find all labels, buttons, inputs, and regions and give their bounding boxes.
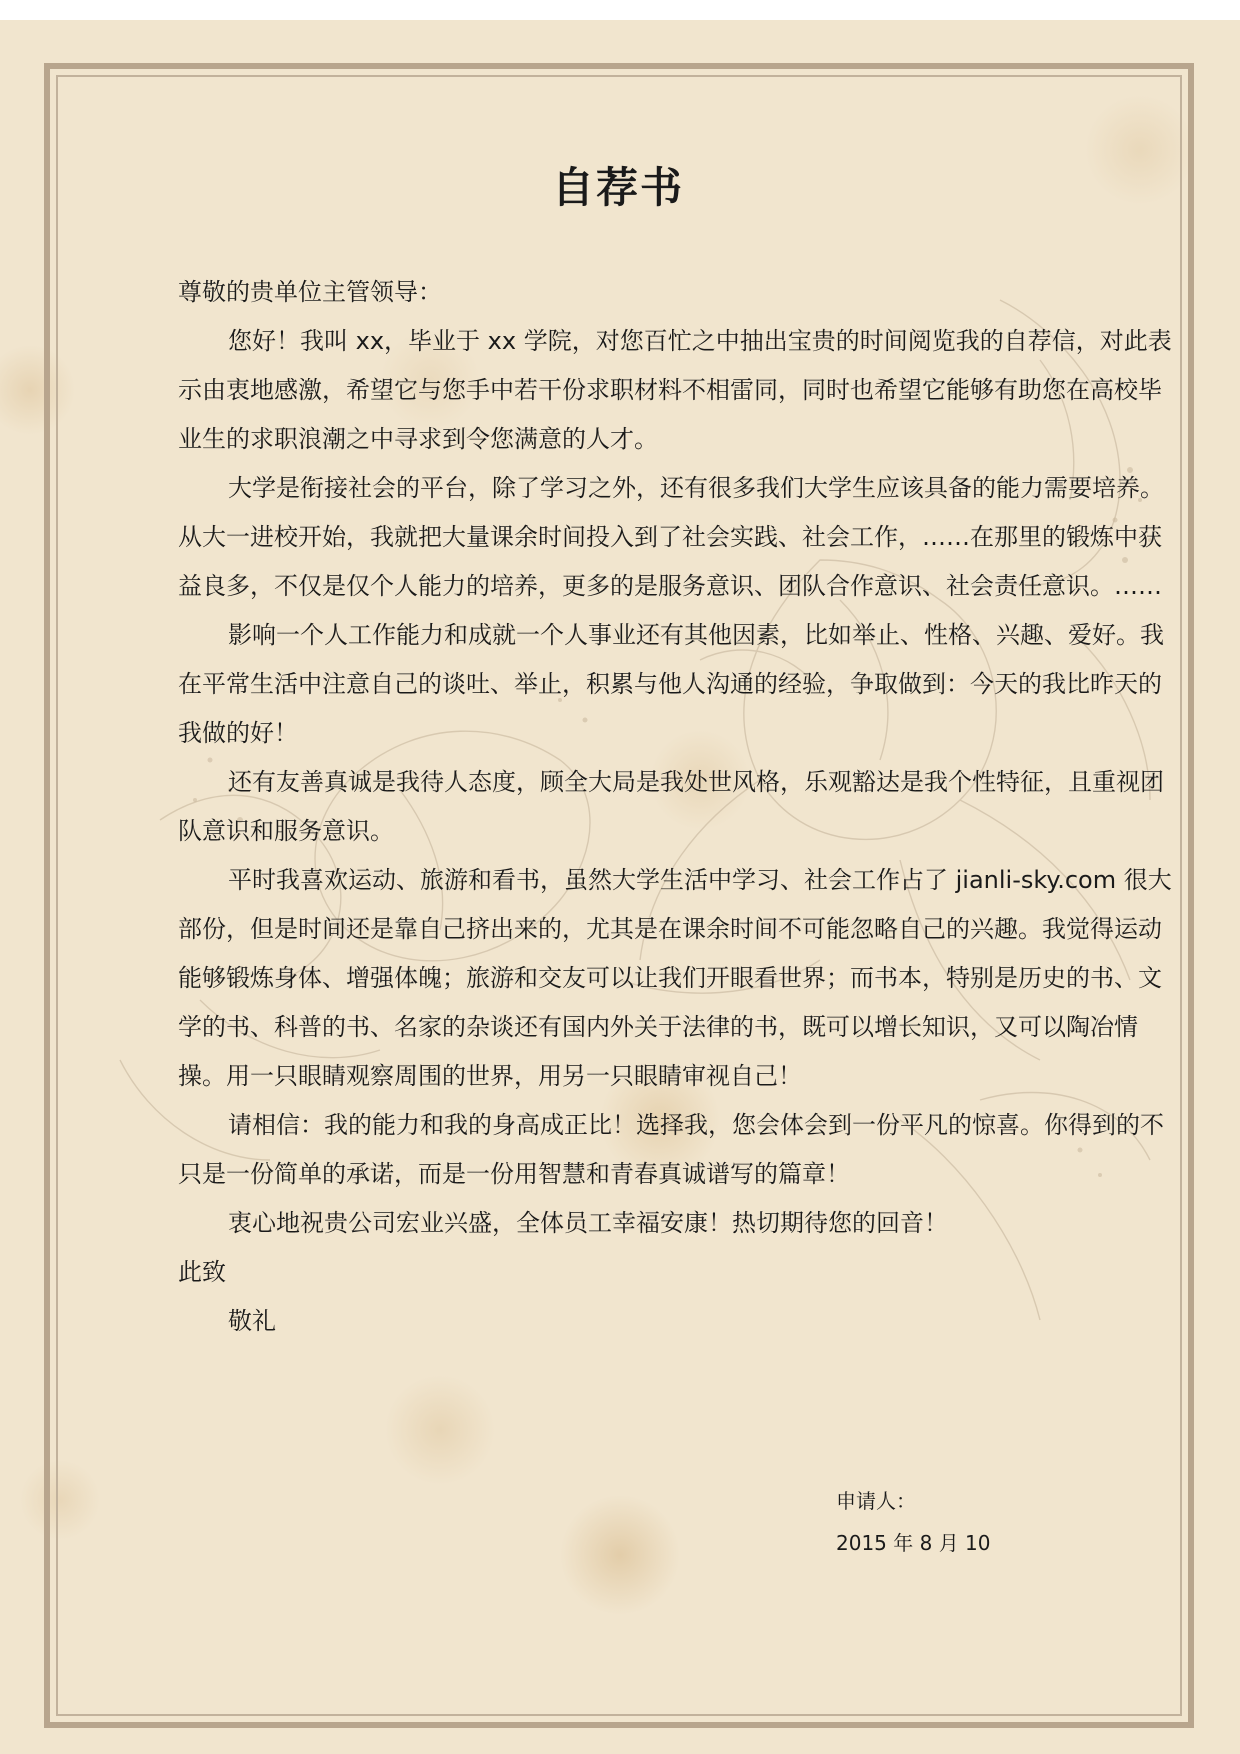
applicant-label: 申请人： — [836, 1489, 916, 1513]
paragraph-7: 衷心地祝贵公司宏业兴盛，全体员工幸福安康！热切期待您的回音！ — [228, 1209, 948, 1237]
page-title: 自荐书 — [551, 163, 684, 212]
salute-line: 敬礼 — [228, 1307, 276, 1335]
letter-body — [178, 268, 1174, 1346]
paragraph-5: 平时我喜欢运动、旅游和看书，虽然大学生活中学习、社会工作占了 jianli-sky.com 很大部份，但是时间还是靠自己挤出来的，尤其是在课余时间不可能忽略自己的兴趣。我觉得运动能够锻炼身体、增强体魄；旅游和交友可以让我们开眼看世界；而书本，特别是历史的书、文学的书、科普的书、名家的杂谈还有国内外关于法律的书，既可以增长知识，又可以陶冶情操。用一只眼睛观察周围的世界，用另一只眼睛审视自己！ — [178, 866, 1172, 1090]
paragraph-1: 您好！我叫 xx，毕业于 xx 学院，对您百忙之中抽出宝贵的时间阅览我的自荐信，对此表示由衷地感激，希望它与您手中若干份求职材料不相雷同，同时也希望它能够有助您在高校毕业生的求职浪潮之中寻求到令您满意的人才。 — [178, 327, 1172, 453]
closing-line: 此致 — [178, 1258, 226, 1286]
paragraph-3: 影响一个人工作能力和成就一个人事业还有其他因素，比如举止、性格、兴趣、爱好。我在平常生活中注意自己的谈吐、举止，积累与他人沟通的经验，争取做到：今天的我比昨天的我做的好！ — [178, 621, 1164, 747]
greeting-line: 尊敬的贵单位主管领导： — [178, 278, 442, 306]
paragraph-2: 大学是衔接社会的平台，除了学习之外，还有很多我们大学生应该具备的能力需要培养。从大一进校开始，我就把大量课余时间投入到了社会实践、社会工作，……在那里的锻炼中获益良多，不仅是仅个人能力的培养，更多的是服务意识、团队合作意识、社会责任意识。…… — [178, 474, 1164, 600]
signature-date: 2015 年 8 月 10 — [836, 1531, 991, 1555]
signature-block — [836, 1480, 991, 1564]
paragraph-4: 还有友善真诚是我待人态度，顾全大局是我处世风格，乐观豁达是我个性特征，且重视团队意识和服务意识。 — [178, 768, 1164, 845]
paragraph-6: 请相信：我的能力和我的身高成正比！选择我，您会体会到一份平凡的惊喜。你得到的不只是一份简单的承诺，而是一份用智慧和青春真诚谱写的篇章！ — [178, 1111, 1164, 1188]
